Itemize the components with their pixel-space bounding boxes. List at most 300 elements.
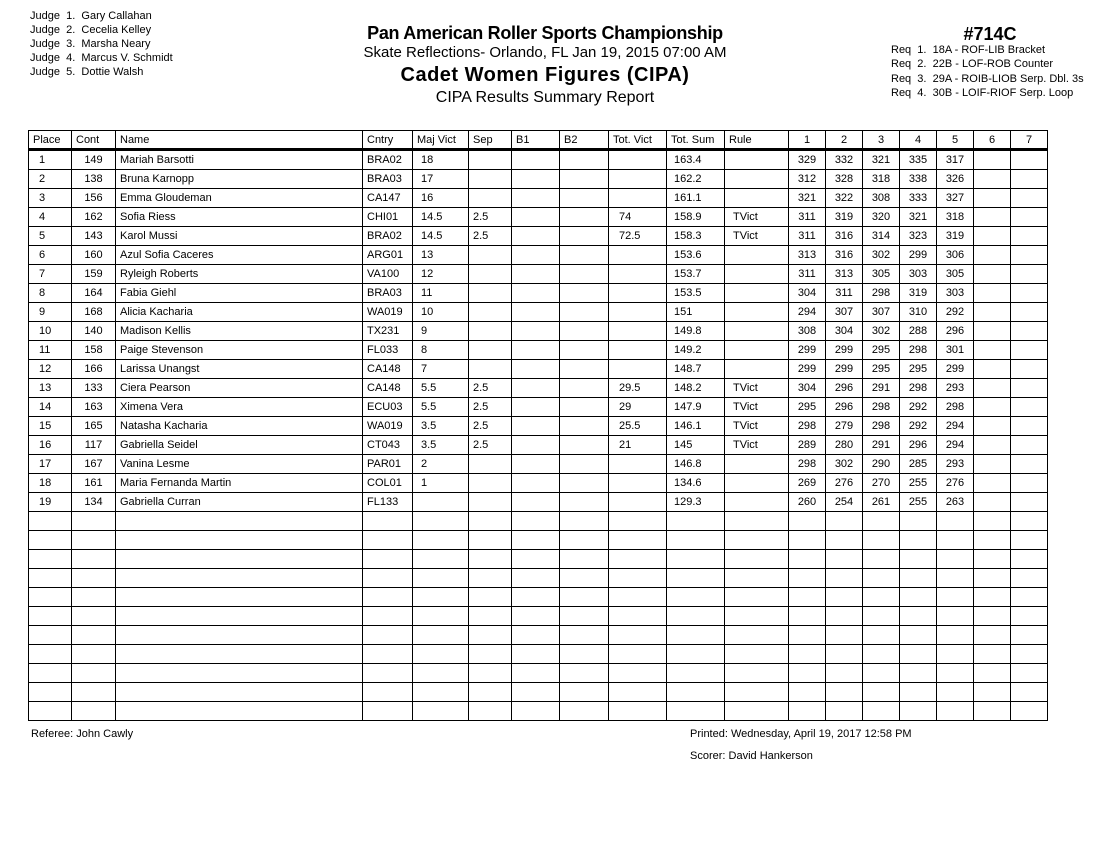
- cell-sep: [469, 341, 512, 360]
- cell-rule: TVict: [725, 436, 789, 455]
- cell-cont: 161: [72, 474, 116, 493]
- column-header: 3: [863, 131, 900, 150]
- judge-item: [30, 65, 173, 79]
- cell-b1: [512, 341, 560, 360]
- cell-totv: [609, 455, 667, 474]
- empty-cell: [72, 664, 116, 683]
- empty-cell: [826, 588, 863, 607]
- empty-cell: [1011, 683, 1048, 702]
- empty-cell: [512, 702, 560, 721]
- empty-cell: [512, 683, 560, 702]
- column-header: Tot. Sum: [667, 131, 725, 150]
- cell-j3: 295: [863, 360, 900, 379]
- cell-j3: 291: [863, 436, 900, 455]
- empty-cell: [1011, 607, 1048, 626]
- column-header: 5: [937, 131, 974, 150]
- column-header: Name: [116, 131, 363, 150]
- cell-rule: [725, 170, 789, 189]
- printed-date: Wednesday, April 19, 2017 12:58 PM: [730, 728, 912, 740]
- cell-cntry: BRA03: [363, 170, 413, 189]
- cell-b1: [512, 227, 560, 246]
- cell-rule: [725, 265, 789, 284]
- results-table: [28, 130, 1048, 721]
- cell-totv: [609, 474, 667, 493]
- cell-place: 19: [29, 493, 72, 512]
- cell-name: Maria Fernanda Martin: [116, 474, 363, 493]
- cell-b1: [512, 455, 560, 474]
- empty-cell: [72, 702, 116, 721]
- cell-j3: 295: [863, 341, 900, 360]
- empty-cell: [937, 512, 974, 531]
- referee-name: John Cawly: [76, 728, 134, 740]
- empty-cell: [974, 683, 1011, 702]
- cell-cntry: FL033: [363, 341, 413, 360]
- cell-place: 11: [29, 341, 72, 360]
- cell-maj: 14.5: [413, 208, 469, 227]
- cell-maj: 18: [413, 150, 469, 170]
- judge-label: Judge 2.: [30, 24, 76, 36]
- requirement-item: [891, 72, 1084, 86]
- requirement-text: 29A - ROIB-LIOB Serp. Dbl. 3s: [932, 72, 1084, 85]
- empty-cell: [469, 569, 512, 588]
- column-header: Rule: [725, 131, 789, 150]
- cell-j1: 299: [789, 341, 826, 360]
- cell-sep: [469, 474, 512, 493]
- cell-totv: [609, 170, 667, 189]
- cell-j6: [974, 360, 1011, 379]
- cell-place: 15: [29, 417, 72, 436]
- cell-rule: [725, 322, 789, 341]
- cell-j6: [974, 303, 1011, 322]
- empty-cell: [363, 588, 413, 607]
- judge-item: [30, 51, 173, 65]
- cell-place: 16: [29, 436, 72, 455]
- cell-cont: 159: [72, 265, 116, 284]
- judge-label: Judge 1.: [30, 10, 76, 22]
- empty-cell: [512, 645, 560, 664]
- cell-j4: 319: [900, 284, 937, 303]
- cell-sep: [469, 265, 512, 284]
- empty-cell: [863, 645, 900, 664]
- cell-b2: [560, 360, 609, 379]
- report-header: [300, 22, 790, 108]
- cell-name: Azul Sofia Caceres: [116, 246, 363, 265]
- cell-sep: 2.5: [469, 379, 512, 398]
- cell-b2: [560, 227, 609, 246]
- cell-place: 9: [29, 303, 72, 322]
- cell-place: 14: [29, 398, 72, 417]
- empty-cell: [469, 531, 512, 550]
- empty-table-row: [29, 683, 1048, 702]
- empty-table-row: [29, 607, 1048, 626]
- empty-cell: [363, 683, 413, 702]
- cell-j4: 310: [900, 303, 937, 322]
- empty-cell: [937, 702, 974, 721]
- cell-cntry: CT043: [363, 436, 413, 455]
- cell-b1: [512, 493, 560, 512]
- cell-j2: 307: [826, 303, 863, 322]
- cell-place: 1: [29, 150, 72, 170]
- cell-b2: [560, 170, 609, 189]
- cell-sep: [469, 150, 512, 170]
- empty-cell: [789, 626, 826, 645]
- cell-name: Alicia Kacharia: [116, 303, 363, 322]
- cell-j2: 279: [826, 417, 863, 436]
- cell-place: 3: [29, 189, 72, 208]
- cell-j7: [1011, 379, 1048, 398]
- cell-sep: [469, 246, 512, 265]
- empty-cell: [363, 569, 413, 588]
- cell-cont: 164: [72, 284, 116, 303]
- cell-b2: [560, 303, 609, 322]
- cell-j6: [974, 246, 1011, 265]
- cell-j3: 270: [863, 474, 900, 493]
- empty-cell: [863, 626, 900, 645]
- empty-cell: [469, 550, 512, 569]
- judge-item: [30, 9, 173, 23]
- cell-j4: 298: [900, 341, 937, 360]
- empty-cell: [413, 569, 469, 588]
- cell-name: Madison Kellis: [116, 322, 363, 341]
- cell-j6: [974, 208, 1011, 227]
- cell-j2: 316: [826, 246, 863, 265]
- empty-cell: [974, 607, 1011, 626]
- empty-cell: [937, 626, 974, 645]
- empty-cell: [29, 512, 72, 531]
- cell-totv: [609, 322, 667, 341]
- empty-cell: [413, 645, 469, 664]
- table-row: [29, 341, 1048, 360]
- empty-cell: [667, 550, 725, 569]
- cell-cont: 166: [72, 360, 116, 379]
- empty-cell: [937, 607, 974, 626]
- cell-j5: 298: [937, 398, 974, 417]
- empty-cell: [609, 588, 667, 607]
- empty-cell: [725, 607, 789, 626]
- cell-place: 10: [29, 322, 72, 341]
- empty-cell: [413, 683, 469, 702]
- cell-place: 18: [29, 474, 72, 493]
- cell-cont: 156: [72, 189, 116, 208]
- referee-line: [31, 728, 133, 740]
- venue-line: Skate Reflections- Orlando, FL Jan 19, 2015 07:00 AM: [363, 44, 727, 61]
- empty-cell: [937, 550, 974, 569]
- judge-name: Marsha Neary: [81, 38, 151, 50]
- cell-j4: 299: [900, 246, 937, 265]
- cell-j3: 298: [863, 398, 900, 417]
- cell-j4: 296: [900, 436, 937, 455]
- cell-rule: [725, 455, 789, 474]
- cell-cont: 165: [72, 417, 116, 436]
- cell-place: 8: [29, 284, 72, 303]
- empty-cell: [469, 626, 512, 645]
- empty-cell: [863, 569, 900, 588]
- empty-cell: [974, 702, 1011, 721]
- empty-cell: [609, 531, 667, 550]
- cell-place: 17: [29, 455, 72, 474]
- cell-cntry: WA019: [363, 303, 413, 322]
- empty-cell: [512, 588, 560, 607]
- cell-maj: 17: [413, 170, 469, 189]
- judge-name: Gary Callahan: [81, 10, 152, 22]
- cell-sep: 2.5: [469, 436, 512, 455]
- empty-cell: [560, 588, 609, 607]
- empty-cell: [116, 645, 363, 664]
- cell-j7: [1011, 208, 1048, 227]
- cell-rule: [725, 284, 789, 303]
- cell-cntry: CHI01: [363, 208, 413, 227]
- cell-j7: [1011, 474, 1048, 493]
- cell-name: Gabriella Curran: [116, 493, 363, 512]
- cell-rule: TVict: [725, 379, 789, 398]
- column-header: 1: [789, 131, 826, 150]
- cell-rule: [725, 150, 789, 170]
- cell-b1: [512, 322, 560, 341]
- cell-name: Ciera Pearson: [116, 379, 363, 398]
- empty-cell: [413, 607, 469, 626]
- table-row: [29, 246, 1048, 265]
- empty-cell: [116, 607, 363, 626]
- cell-j7: [1011, 265, 1048, 284]
- cell-j1: 298: [789, 417, 826, 436]
- cell-j6: [974, 265, 1011, 284]
- cell-maj: [413, 493, 469, 512]
- cell-totv: 29.5: [609, 379, 667, 398]
- empty-cell: [469, 607, 512, 626]
- cell-maj: 1: [413, 474, 469, 493]
- judge-name: Marcus V. Schmidt: [81, 52, 173, 64]
- empty-cell: [900, 550, 937, 569]
- cell-j3: 291: [863, 379, 900, 398]
- cell-j2: 319: [826, 208, 863, 227]
- cell-j5: 296: [937, 322, 974, 341]
- judges-list: [30, 9, 173, 79]
- requirement-label: Req 4.: [891, 86, 927, 99]
- empty-cell: [725, 626, 789, 645]
- cell-b2: [560, 246, 609, 265]
- cell-sep: [469, 303, 512, 322]
- cell-maj: 5.5: [413, 398, 469, 417]
- empty-cell: [667, 683, 725, 702]
- cell-j1: 311: [789, 265, 826, 284]
- empty-cell: [512, 626, 560, 645]
- empty-cell: [789, 531, 826, 550]
- column-header: B2: [560, 131, 609, 150]
- empty-cell: [116, 588, 363, 607]
- empty-cell: [29, 569, 72, 588]
- empty-cell: [72, 550, 116, 569]
- table-row: [29, 379, 1048, 398]
- cell-b2: [560, 436, 609, 455]
- cell-totv: [609, 150, 667, 170]
- empty-cell: [609, 512, 667, 531]
- cell-rule: [725, 189, 789, 208]
- cell-j2: 316: [826, 227, 863, 246]
- cell-j1: 312: [789, 170, 826, 189]
- cell-totv: [609, 189, 667, 208]
- cell-j3: 290: [863, 455, 900, 474]
- cell-totv: 29: [609, 398, 667, 417]
- table-row: [29, 265, 1048, 284]
- cell-cont: 138: [72, 170, 116, 189]
- empty-cell: [789, 550, 826, 569]
- column-header: Sep: [469, 131, 512, 150]
- cell-j3: 307: [863, 303, 900, 322]
- cell-tots: 149.8: [667, 322, 725, 341]
- empty-cell: [116, 569, 363, 588]
- table-row: [29, 189, 1048, 208]
- cell-b2: [560, 341, 609, 360]
- printed-line: [690, 728, 912, 740]
- cell-j3: 298: [863, 417, 900, 436]
- empty-cell: [363, 664, 413, 683]
- cell-name: Emma Gloudeman: [116, 189, 363, 208]
- cell-j7: [1011, 436, 1048, 455]
- table-row: [29, 398, 1048, 417]
- cell-b1: [512, 303, 560, 322]
- cell-sep: [469, 170, 512, 189]
- column-header: Tot. Vict: [609, 131, 667, 150]
- cell-name: Sofia Riess: [116, 208, 363, 227]
- empty-cell: [29, 588, 72, 607]
- table-row: [29, 284, 1048, 303]
- empty-cell: [725, 702, 789, 721]
- cell-cont: 143: [72, 227, 116, 246]
- cell-place: 6: [29, 246, 72, 265]
- empty-cell: [725, 683, 789, 702]
- cell-j1: 308: [789, 322, 826, 341]
- cell-j6: [974, 436, 1011, 455]
- empty-cell: [863, 588, 900, 607]
- empty-cell: [667, 626, 725, 645]
- empty-cell: [667, 588, 725, 607]
- cell-j2: 276: [826, 474, 863, 493]
- cell-b2: [560, 322, 609, 341]
- empty-cell: [560, 626, 609, 645]
- cell-j5: 326: [937, 170, 974, 189]
- cell-totv: [609, 265, 667, 284]
- cell-j2: 302: [826, 455, 863, 474]
- cell-maj: 16: [413, 189, 469, 208]
- cell-b2: [560, 284, 609, 303]
- empty-cell: [826, 683, 863, 702]
- cell-tots: 149.2: [667, 341, 725, 360]
- cell-tots: 146.1: [667, 417, 725, 436]
- cell-cont: 134: [72, 493, 116, 512]
- empty-cell: [789, 512, 826, 531]
- report-title: CIPA Results Summary Report: [435, 89, 655, 106]
- empty-cell: [29, 664, 72, 683]
- column-header: 4: [900, 131, 937, 150]
- empty-cell: [116, 626, 363, 645]
- cell-totv: 72.5: [609, 227, 667, 246]
- cell-j5: 318: [937, 208, 974, 227]
- empty-cell: [863, 607, 900, 626]
- cell-j7: [1011, 227, 1048, 246]
- cell-cont: 149: [72, 150, 116, 170]
- cell-j7: [1011, 284, 1048, 303]
- cell-tots: 161.1: [667, 189, 725, 208]
- cell-cntry: PAR01: [363, 455, 413, 474]
- cell-b2: [560, 265, 609, 284]
- empty-cell: [469, 645, 512, 664]
- empty-cell: [974, 645, 1011, 664]
- cell-maj: 3.5: [413, 417, 469, 436]
- empty-cell: [512, 664, 560, 683]
- empty-cell: [974, 512, 1011, 531]
- empty-cell: [512, 607, 560, 626]
- empty-cell: [974, 626, 1011, 645]
- empty-cell: [512, 550, 560, 569]
- cell-j5: 317: [937, 150, 974, 170]
- table-row: [29, 474, 1048, 493]
- empty-cell: [1011, 569, 1048, 588]
- cell-maj: 2: [413, 455, 469, 474]
- cell-place: 12: [29, 360, 72, 379]
- cell-j2: 296: [826, 398, 863, 417]
- cell-cont: 162: [72, 208, 116, 227]
- empty-cell: [863, 702, 900, 721]
- empty-cell: [609, 550, 667, 569]
- cell-j6: [974, 150, 1011, 170]
- empty-cell: [826, 664, 863, 683]
- empty-cell: [1011, 645, 1048, 664]
- cell-name: Paige Stevenson: [116, 341, 363, 360]
- cell-j3: 321: [863, 150, 900, 170]
- cell-j1: 304: [789, 284, 826, 303]
- empty-cell: [116, 664, 363, 683]
- table-header-row: [29, 131, 1048, 150]
- column-header: Place: [29, 131, 72, 150]
- cell-totv: [609, 246, 667, 265]
- cell-j5: 263: [937, 493, 974, 512]
- cell-j3: 298: [863, 284, 900, 303]
- cell-j2: 280: [826, 436, 863, 455]
- empty-cell: [725, 664, 789, 683]
- empty-cell: [725, 512, 789, 531]
- empty-cell: [725, 588, 789, 607]
- cell-name: Bruna Karnopp: [116, 170, 363, 189]
- empty-cell: [560, 645, 609, 664]
- empty-table-row: [29, 531, 1048, 550]
- empty-cell: [363, 626, 413, 645]
- judge-item: [30, 23, 173, 37]
- cell-j7: [1011, 455, 1048, 474]
- cell-j3: 302: [863, 322, 900, 341]
- cell-rule: [725, 474, 789, 493]
- empty-cell: [72, 626, 116, 645]
- empty-cell: [789, 683, 826, 702]
- cell-b2: [560, 474, 609, 493]
- cell-tots: 147.9: [667, 398, 725, 417]
- empty-cell: [116, 550, 363, 569]
- empty-cell: [72, 607, 116, 626]
- cell-j4: 288: [900, 322, 937, 341]
- empty-cell: [116, 702, 363, 721]
- cell-rule: [725, 246, 789, 265]
- cell-j2: 311: [826, 284, 863, 303]
- cell-sep: 2.5: [469, 208, 512, 227]
- cell-j1: 289: [789, 436, 826, 455]
- empty-cell: [469, 683, 512, 702]
- empty-cell: [363, 512, 413, 531]
- cell-j1: 321: [789, 189, 826, 208]
- empty-cell: [667, 531, 725, 550]
- scorer-label: Scorer:: [690, 750, 726, 762]
- cell-cntry: COL01: [363, 474, 413, 493]
- cell-maj: 11: [413, 284, 469, 303]
- empty-cell: [937, 588, 974, 607]
